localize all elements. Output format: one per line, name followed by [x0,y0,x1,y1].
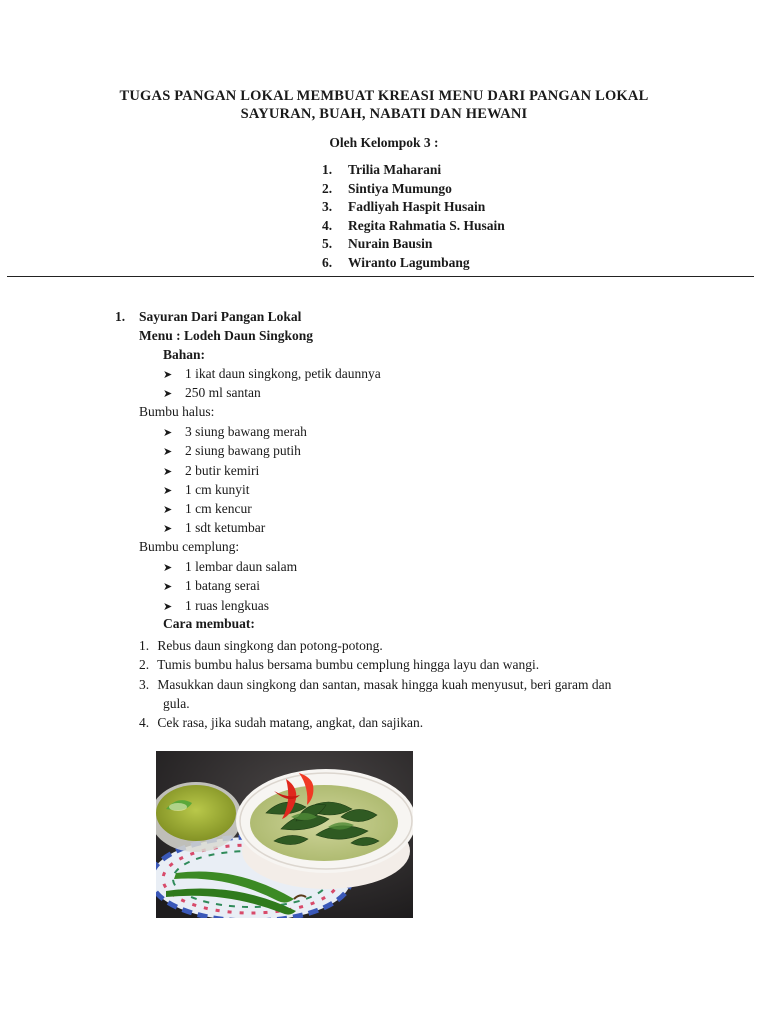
list-item: ➤ 250 ml santan [163,383,381,402]
section-title: Sayuran Dari Pangan Lokal [139,309,302,324]
food-photo-illustration [156,751,413,918]
step-item: 3. Masukkan daun singkong dan santan, masak hingga kuah menyusut, beri garam dan gula. [139,676,612,711]
title-line-2: SAYURAN, BUAH, NABATI DAN HEWANI [240,106,528,122]
list-item: ➤ 2 siung bawang putih [163,441,307,460]
document-title [0,87,768,123]
list-item: ➤ 1 cm kunyit [163,480,307,499]
arrowhead-bullet-icon: ➤ [163,600,173,613]
group-byline: Oleh Kelompok 3 : [329,135,439,150]
member-item: 5. Nurain Bausin [322,236,433,251]
title-line-1: TUGAS PANGAN LOKAL MEMBUAT KREASI MENU DARI PANGAN LOKAL [119,88,649,104]
list-item: ➤ 1 cm kencur [163,499,307,518]
member-list [322,161,505,272]
arrowhead-bullet-icon: ➤ [163,581,173,594]
lodeh-daun-singkong-photo [156,751,413,918]
member-name: Regita Rahmatia S. Husain [348,217,505,233]
step-item: 2. Tumis bumbu halus bersama bumbu cemplung hingga layu dan wangi. [139,657,540,673]
arrowhead-bullet-icon: ➤ [163,369,173,381]
member-name: Wiranto Lagumbang [348,254,470,270]
steps-list [139,636,699,732]
arrowhead-bullet-icon: ➤ [163,465,173,478]
list-item: ➤ 1 sdt ketumbar [163,518,307,537]
section-number: 1. [115,309,126,324]
list-item: ➤ 1 ruas lengkuas [163,596,297,615]
step-item: 4. Cek rasa, jika sudah matang, angkat, dan sajikan. [139,715,424,731]
bumbu-cemplung-label: Bumbu cemplung: [139,539,240,554]
bumbu-cemplung-list [163,557,297,615]
list-item: ➤ 2 butir kemiri [163,461,307,480]
list-item: ➤ 1 ikat daun singkong, petik daunnya [163,364,381,383]
member-item: 1. Trilia Maharani [322,162,442,177]
horizontal-divider [7,276,754,277]
arrowhead-bullet-icon: ➤ [163,562,173,574]
arrowhead-bullet-icon: ➤ [163,427,173,439]
member-item: 4. Regita Rahmatia S. Husain [322,217,505,233]
member-name: Nurain Bausin [348,236,433,251]
list-item: ➤ 3 siung bawang merah [163,422,307,441]
member-name: Fadliyah Haspit Husain [348,199,486,214]
arrowhead-bullet-icon: ➤ [163,388,173,401]
member-item: 6. Wiranto Lagumbang [322,254,470,270]
bahan-label: Bahan: [163,347,206,362]
member-item: 2. Sintiya Mumungo [322,180,452,196]
arrowhead-bullet-icon: ➤ [163,504,173,517]
list-item: ➤ 1 batang serai [163,576,297,595]
section-heading [115,308,301,326]
member-name: Trilia Maharani [348,162,442,177]
arrowhead-bullet-icon: ➤ [163,523,173,536]
arrowhead-bullet-icon: ➤ [163,484,173,497]
member-name: Sintiya Mumungo [348,180,452,196]
bahan-list [163,364,381,403]
arrowhead-bullet-icon: ➤ [163,446,173,459]
step-item: 1. Rebus daun singkong dan potong-potong. [139,638,383,653]
member-item: 3. Fadliyah Haspit Husain [322,199,486,214]
cara-membuat-label: Cara membuat: [163,616,255,631]
bumbu-halus-label: Bumbu halus: [139,404,215,419]
bumbu-halus-list [163,422,307,538]
list-item: ➤ 1 lembar daun salam [163,557,297,576]
menu-title: Menu : Lodeh Daun Singkong [139,328,314,343]
